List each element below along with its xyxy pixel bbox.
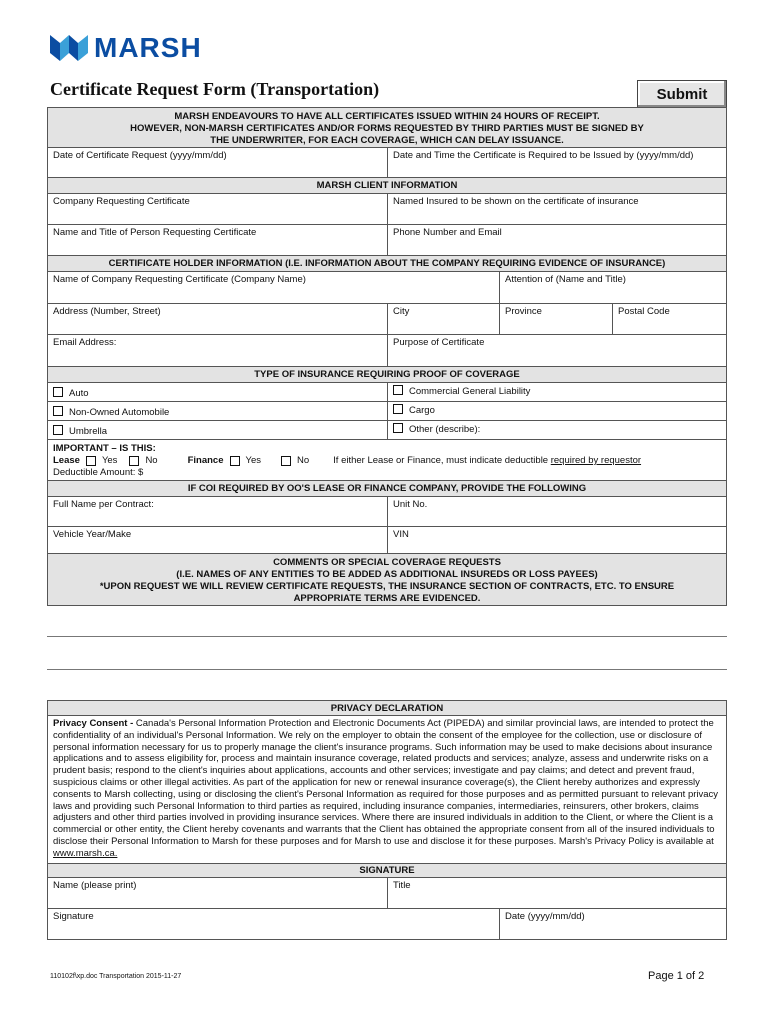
comments-header: [47, 554, 727, 606]
attention-field[interactable]: Attention of (Name and Title): [505, 274, 626, 285]
required-date-field[interactable]: Date and Time the Certificate is Required to be Issued by (yyyy/mm/dd): [393, 150, 694, 161]
unit-no-field[interactable]: Unit No.: [393, 499, 428, 510]
email-address-field[interactable]: Email Address:: [48, 335, 388, 366]
important-heading: IMPORTANT – IS THIS:: [53, 443, 156, 454]
submit-button[interactable]: Submit: [637, 80, 727, 108]
notice-line-3: THE UNDERWRITER, FOR EACH COVERAGE, WHICH CAN DELAY ISSUANCE.: [210, 135, 564, 146]
client-header: MARSH CLIENT INFORMATION: [47, 178, 727, 194]
lease-no-label: No: [145, 455, 158, 466]
privacy-body: Canada's Personal Information Protection and Electronic Documents Act (PIPEDA) and similar provincial laws, are intended to protect the confidentiality of an individual's Personal Information. We rely on the employer to obtain the consent of the employee for the collection, use or disclosure of personal information necessary for us to properly manage the client's insurance programs. Such information may be used to make decisions about insurance applications and to assess eligibility for, process and maintain insurance coverage, related products and services; analyze, assess and underwrite risks on a prudent basis; respond to the client's inquiries about applications, accounts and other services; investigate and pay claims; and detect and prevent fraud, suspicious claims or other illegal activities. As part of the application for new or renewal insurance coverage(s), the Client hereby authorizes and expressly consents to Marsh collecting, using or disclosing the client's Personal Information as required for those purposes and as permitted pursuant to relevant privacy laws and providing such Personal Information to third parties as required, including insurance companies, intermediaries, reinsurers, other brokers, claims adjusters and other third parties involved in providing insurance services. Where there are insured individuals in addition to the Client, or where the Client is a commercial or other entity, the Client hereby covenants and warrants that the Client has obtained the appropriate consent from all of the insured individuals to disclose their Personal Information to Marsh for these purposes and for Marsh to use and disclose it for these purposes. Marsh's Privacy Policy is available at: [53, 718, 719, 847]
comments-line-2: (I.E. NAMES OF ANY ENTITIES TO BE ADDED AS ADDITIONAL INSUREDS OR LOSS PAYEES): [176, 569, 598, 580]
finance-label: Finance: [187, 455, 224, 466]
holder-row-1: [47, 272, 727, 304]
vin-field[interactable]: VIN: [393, 529, 409, 540]
auto-option[interactable]: [48, 383, 388, 401]
finance-yes-label: Yes: [245, 455, 261, 466]
finance-no-checkbox[interactable]: [281, 456, 291, 466]
deductible-note: [333, 455, 641, 467]
request-date-field[interactable]: Date of Certificate Request (yyyy/mm/dd): [48, 148, 388, 177]
non-owned-checkbox[interactable]: [53, 406, 63, 416]
brand-name: MARSH: [94, 32, 202, 63]
oo-row-2: [47, 527, 727, 554]
comments-line-3: *UPON REQUEST WE WILL REVIEW CERTIFICATE REQUESTS, THE INSURANCE SECTION OF CONTRACTS, ETC. TO ENSURE: [99, 581, 675, 592]
cargo-checkbox[interactable]: [393, 404, 403, 414]
lease-no-checkbox[interactable]: [129, 456, 139, 466]
lease-yes-checkbox[interactable]: [86, 456, 96, 466]
notice-line-2: HOWEVER, NON-MARSH CERTIFICATES AND/OR FORMS REQUESTED BY THIRD PARTIES MUST BE SIGNED BY: [130, 123, 644, 134]
form-title: Certificate Request Form (Transportation): [50, 79, 380, 99]
auto-label: Auto: [69, 388, 89, 399]
oo-row-1: [47, 497, 727, 527]
comments-line-4: APPROPRIATE TERMS ARE EVIDENCED.: [293, 593, 481, 604]
notice-line-1: MARSH ENDEAVOURS TO HAVE ALL CERTIFICATES ISSUED WITHIN 24 HOURS OF RECEIPT.: [174, 111, 600, 122]
coverage-row-3: [47, 421, 727, 440]
lease-finance-row: [53, 455, 721, 467]
finance-no-label: No: [297, 455, 310, 466]
coverage-row-2: [47, 402, 727, 421]
auto-checkbox[interactable]: [53, 387, 63, 397]
deductible-note-underlined: required by requestor: [550, 455, 642, 466]
privacy-link[interactable]: www.marsh.ca.: [53, 847, 118, 859]
signature-row-1: [47, 878, 727, 909]
marsh-logo: [50, 32, 202, 64]
notice-header: [47, 107, 727, 148]
province-field[interactable]: Province: [500, 304, 613, 334]
holder-header: CERTIFICATE HOLDER INFORMATION (I.E. INFORMATION ABOUT THE COMPANY REQUIRING EVIDENCE OF INSURANCE): [47, 256, 727, 272]
privacy-text: [47, 716, 727, 863]
cgl-checkbox[interactable]: [393, 385, 403, 395]
purpose-field[interactable]: Purpose of Certificate: [393, 337, 485, 348]
privacy-header: PRIVACY DECLARATION: [47, 700, 727, 716]
finance-yes-checkbox[interactable]: [230, 456, 240, 466]
client-row-2: [47, 225, 727, 256]
document-code: 110102f\xp.doc Transportation 2015-11-27: [50, 973, 182, 980]
holder-company-field[interactable]: Name of Company Requesting Certificate (Company Name): [48, 272, 500, 303]
comments-line-1: COMMENTS OR SPECIAL COVERAGE REQUESTS: [273, 557, 501, 568]
page-number: Page 1 of 2: [648, 970, 705, 982]
deductible-note-text: If either Lease or Finance, must indicate deductible: [333, 455, 551, 466]
title-field[interactable]: Title: [393, 879, 411, 891]
certificate-form: [47, 107, 727, 940]
umbrella-option[interactable]: [48, 421, 388, 439]
full-name-field[interactable]: Full Name per Contract:: [48, 497, 388, 526]
lease-yes-label: Yes: [101, 455, 118, 466]
other-label: Other (describe):: [409, 424, 481, 435]
comments-line-field-2[interactable]: [47, 637, 727, 670]
comments-line-field-3[interactable]: [47, 670, 727, 700]
requester-name-field[interactable]: Name and Title of Person Requesting Certificate: [48, 225, 388, 255]
cargo-option[interactable]: [388, 402, 726, 420]
postal-code-field[interactable]: Postal Code: [618, 306, 670, 317]
non-owned-option[interactable]: [48, 402, 388, 420]
other-option[interactable]: [388, 421, 726, 439]
dates-row: [47, 148, 727, 178]
address-field[interactable]: Address (Number, Street): [48, 304, 388, 334]
lease-label: Lease: [53, 455, 80, 466]
non-owned-label: Non-Owned Automobile: [69, 407, 170, 418]
umbrella-label: Umbrella: [69, 426, 108, 437]
client-row-1: [47, 194, 727, 225]
coverage-row-1: [47, 383, 727, 402]
phone-email-field[interactable]: Phone Number and Email: [393, 227, 502, 238]
signature-field[interactable]: Signature: [48, 909, 500, 939]
umbrella-checkbox[interactable]: [53, 425, 63, 435]
named-insured-field[interactable]: Named Insured to be shown on the certificate of insurance: [393, 196, 639, 207]
coverage-header: TYPE OF INSURANCE REQUIRING PROOF OF COVERAGE: [47, 367, 727, 383]
privacy-consent-label: Privacy Consent -: [53, 718, 136, 729]
other-checkbox[interactable]: [393, 423, 403, 433]
print-name-field[interactable]: Name (please print): [48, 878, 388, 908]
marsh-logo-icon: [50, 35, 88, 61]
cgl-option[interactable]: [388, 383, 726, 401]
vehicle-field[interactable]: Vehicle Year/Make: [48, 527, 388, 553]
holder-row-2: [47, 304, 727, 335]
deductible-amount-field[interactable]: Deductible Amount: $: [53, 467, 144, 478]
signature-date-field[interactable]: Date (yyyy/mm/dd): [505, 910, 585, 922]
cargo-label: Cargo: [409, 405, 435, 416]
comments-line-field-1[interactable]: [47, 606, 727, 637]
holder-row-3: [47, 335, 727, 367]
signature-header: SIGNATURE: [47, 863, 727, 878]
important-section: [47, 440, 727, 481]
signature-row-2: [47, 909, 727, 940]
company-requesting-field[interactable]: Company Requesting Certificate: [48, 194, 388, 224]
oo-header: IF COI REQUIRED BY OO'S LEASE OR FINANCE COMPANY, PROVIDE THE FOLLOWING: [47, 481, 727, 497]
cgl-label: Commercial General Liability: [409, 386, 531, 397]
city-field[interactable]: City: [388, 304, 500, 334]
